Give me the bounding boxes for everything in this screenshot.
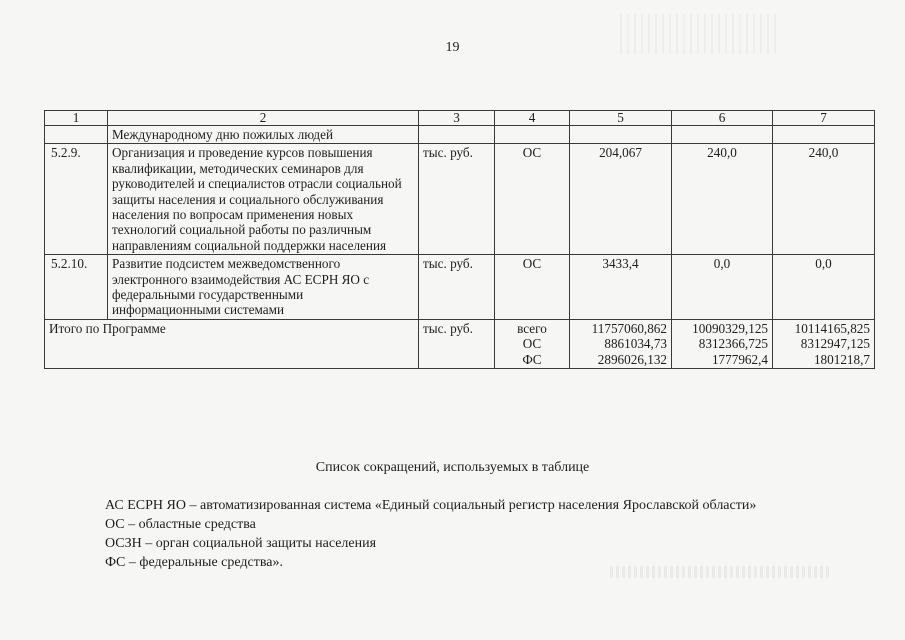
total-unit: тыс. руб. xyxy=(419,319,495,368)
column-header: 2 xyxy=(108,111,419,126)
total-values-col5 xyxy=(570,319,672,368)
row-unit: тыс. руб. xyxy=(419,255,495,320)
total-value: 11757060,862 xyxy=(591,320,667,336)
table-header-row xyxy=(45,111,875,126)
total-values-col7 xyxy=(773,319,875,368)
column-header: 6 xyxy=(672,111,773,126)
row-value-col7 xyxy=(773,126,875,144)
page-number: 19 xyxy=(445,40,460,55)
row-value-col5 xyxy=(570,126,672,144)
total-value: 8312947,125 xyxy=(800,336,870,352)
total-value: 1777962,4 xyxy=(711,351,768,367)
row-unit: тыс. руб. xyxy=(419,144,495,255)
total-value: 10114165,825 xyxy=(794,320,870,336)
row-number: 5.2.10. xyxy=(45,255,108,320)
total-value: 10090329,125 xyxy=(692,320,768,336)
program-table xyxy=(44,110,875,369)
row-name: Организация и проведение курсов повышения квалификации, методических семинаров для руководителей и специалистов отрасли социальной защиты населения и социального обслуживания населения по вопросам применения новых технологий социальной работы по различным направлениям социальной поддержки населения xyxy=(108,144,419,255)
row-value-col5: 3433,4 xyxy=(570,255,672,320)
table-row xyxy=(45,255,875,320)
table-row xyxy=(45,144,875,255)
row-value-col5: 204,067 xyxy=(570,144,672,255)
column-header: 1 xyxy=(45,111,108,126)
row-value-col6 xyxy=(672,126,773,144)
row-number: 5.2.9. xyxy=(45,144,108,255)
total-value: 1801218,7 xyxy=(813,351,870,367)
total-value: 2896026,132 xyxy=(597,351,667,367)
table-total-row xyxy=(45,319,875,368)
column-header: 3 xyxy=(419,111,495,126)
row-unit xyxy=(419,126,495,144)
total-source: ОС xyxy=(522,336,542,352)
abbreviation-item: ОС – областные средства xyxy=(105,517,256,532)
abbreviations-caption: Список сокращений, используемых в таблице xyxy=(315,460,590,475)
total-source: всего xyxy=(517,320,547,336)
abbreviation-item: АС ЕСРН ЯО – автоматизированная система «Единый социальный регистр населения Ярославской области» xyxy=(105,498,757,513)
total-source: ФС xyxy=(522,351,542,367)
row-value-col7: 240,0 xyxy=(773,144,875,255)
total-source-list xyxy=(495,319,570,368)
row-number xyxy=(45,126,108,144)
abbreviation-item: ОСЗН – орган социальной защиты населения xyxy=(105,536,377,551)
row-name: Развитие подсистем межведомственного электронного взаимодействия АС ЕСРН ЯО с федеральными государственными информационными системами xyxy=(108,255,419,320)
row-value-col7: 0,0 xyxy=(773,255,875,320)
row-source: ОС xyxy=(495,144,570,255)
abbreviation-item: ФС – федеральные средства». xyxy=(105,555,283,570)
table-row xyxy=(45,126,875,144)
total-value: 8312366,725 xyxy=(698,336,768,352)
column-header: 7 xyxy=(773,111,875,126)
column-header: 4 xyxy=(495,111,570,126)
total-label: Итого по Программе xyxy=(45,319,419,368)
row-name: Международному дню пожилых людей xyxy=(108,126,419,144)
row-source xyxy=(495,126,570,144)
total-values-col6 xyxy=(672,319,773,368)
row-source: ОС xyxy=(495,255,570,320)
column-header: 5 xyxy=(570,111,672,126)
row-value-col6: 240,0 xyxy=(672,144,773,255)
total-value: 8861034,73 xyxy=(604,336,667,352)
abbreviations-list xyxy=(105,496,756,572)
row-value-col6: 0,0 xyxy=(672,255,773,320)
